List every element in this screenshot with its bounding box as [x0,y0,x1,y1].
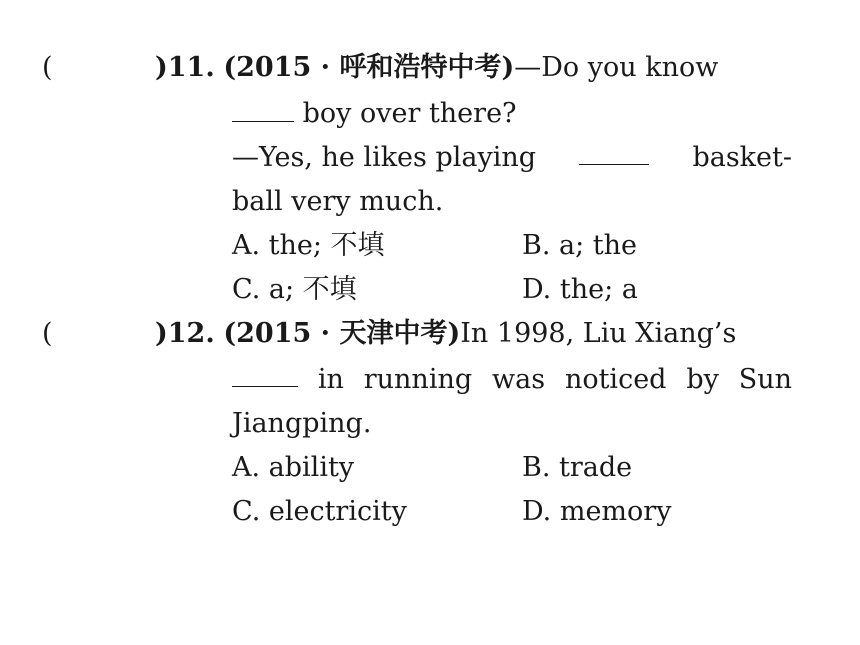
question-11-first-line [155,48,718,88]
question-12-line-3 [232,404,371,444]
question-12-line-2 [232,360,792,400]
answer-blank [232,360,298,387]
option-a: A. the; 不填 [232,230,385,261]
question-source: (2015 · 天津中考) [223,318,461,349]
question-11-line-2 [232,94,517,134]
answer-paren-open: ( [42,318,53,349]
answer-blank [579,138,649,165]
option-b: B. trade [522,452,633,483]
stem-word: Sun [738,364,792,395]
question-11-line-4 [232,182,443,222]
question-number: )11. [155,52,215,83]
stem-word: in [317,364,344,395]
question-12-first-line [155,314,736,354]
stem-text: boy over there? [302,98,517,129]
stem-word: was [492,364,546,395]
stem-text: basket- [692,142,792,173]
option-c: C. a; 不填 [232,274,357,305]
stem-text: In 1998, Liu Xiang’s [460,318,737,349]
stem-text: Jiangping. [232,408,372,439]
stem-text: ball very much. [232,186,444,217]
question-number: )12. [155,318,215,349]
stem-text: —Do you know [514,52,719,83]
question-source: (2015 · 呼和浩特中考) [223,52,515,83]
answer-blank [232,95,294,122]
question-11-line-3 [232,138,792,178]
option-b: B. a; the [522,230,638,261]
stem-word: by [686,364,719,395]
option-a: A. ability [232,452,355,483]
option-d: D. the; a [522,274,638,305]
stem-text: —Yes, he likes playing [232,142,537,173]
option-c: C. electricity [232,496,407,527]
answer-paren-open: ( [42,52,53,83]
stem-word: running [363,364,473,395]
option-d: D. memory [522,496,672,527]
stem-word: noticed [564,364,667,395]
